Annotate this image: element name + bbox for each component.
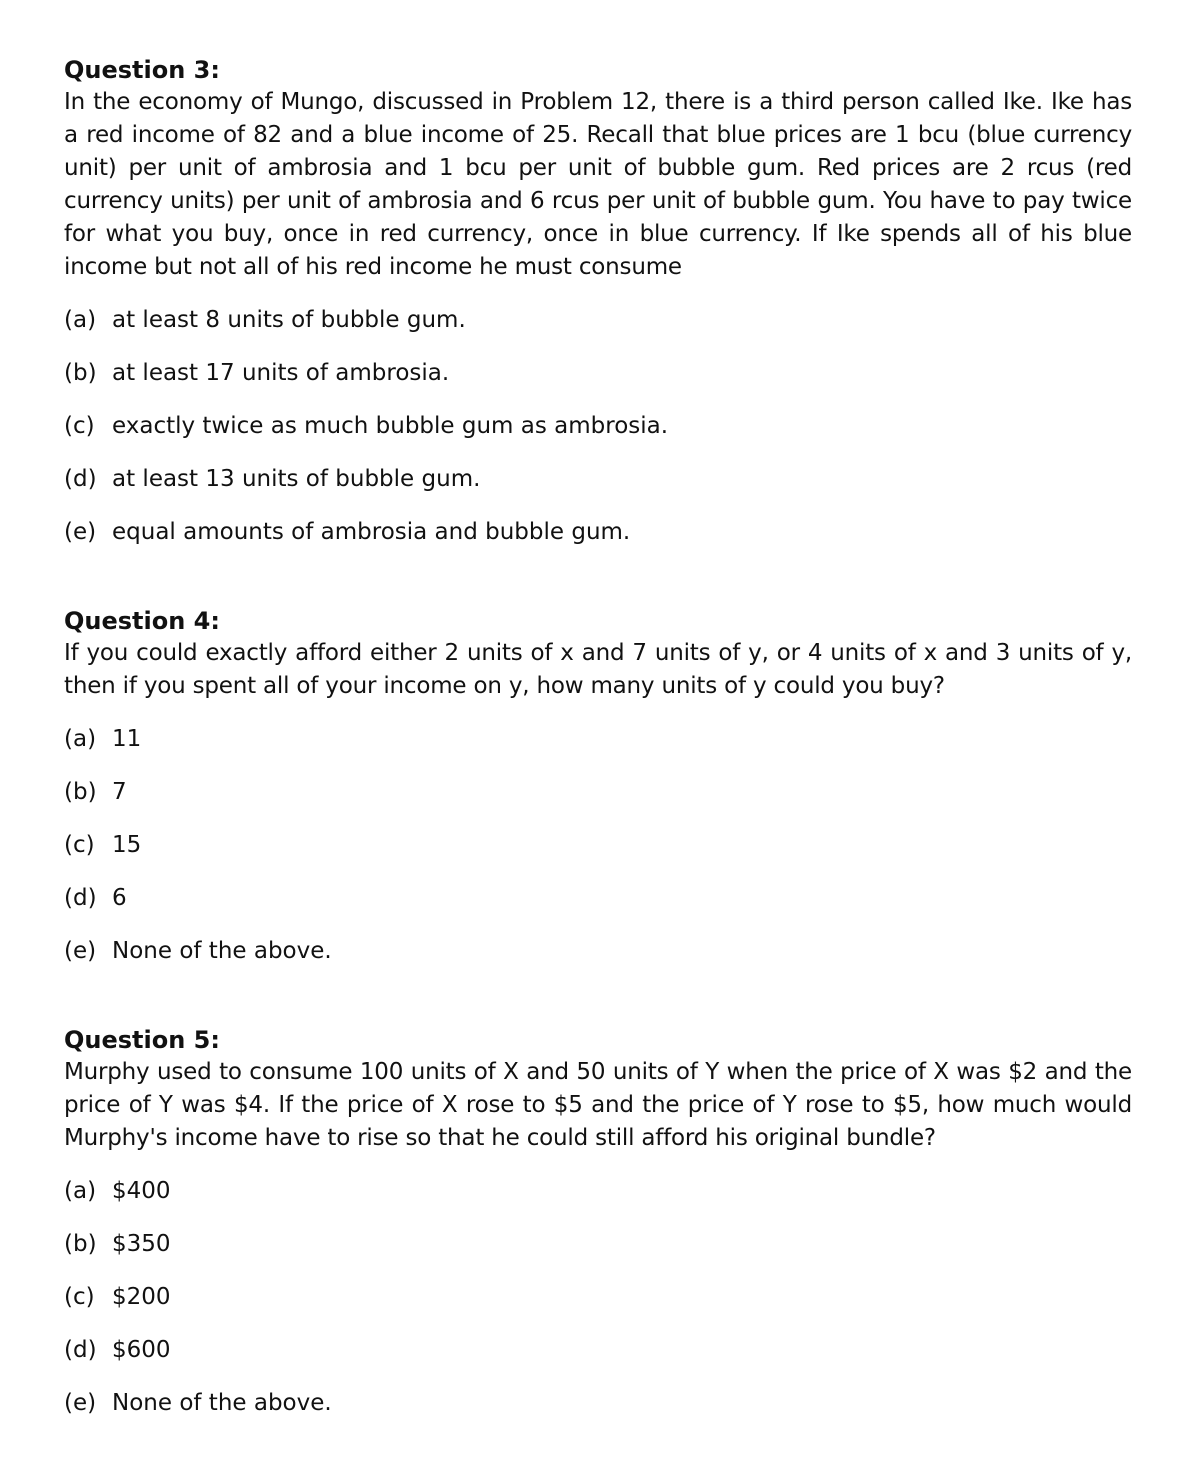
- option-letter: (e): [64, 519, 97, 545]
- answer-option-b: [64, 357, 1132, 390]
- option-text: 11: [112, 726, 142, 752]
- answer-options: [64, 304, 1132, 549]
- option-text: $400: [112, 1178, 171, 1204]
- option-letter: (b): [64, 1231, 97, 1257]
- option-letter: (d): [64, 1337, 97, 1363]
- question-title: Question 4:: [64, 607, 220, 635]
- question-5: [64, 1024, 1132, 1420]
- question-title: Question 3:: [64, 56, 220, 84]
- option-text: None of the above.: [112, 938, 332, 964]
- option-text: $600: [112, 1337, 171, 1363]
- answer-options: [64, 723, 1132, 968]
- option-text: None of the above.: [112, 1390, 332, 1416]
- question-text: Murphy used to consume 100 units of X and 50 units of Y when the price of X was $2 and the price of Y was $4. If the price of X rose to $5 and the price of Y rose to $5, how much would Murphy's income have to rise so that he could still afford his original bundle?: [64, 1059, 1132, 1151]
- option-letter: (a): [64, 307, 97, 333]
- answer-option-a: [64, 1175, 1132, 1208]
- answer-option-d: [64, 882, 1132, 915]
- question-3: [64, 54, 1132, 549]
- answer-option-a: [64, 723, 1132, 756]
- option-letter: (c): [64, 413, 95, 439]
- option-letter: (d): [64, 466, 97, 492]
- question-title: Question 5:: [64, 1026, 220, 1054]
- answer-option-e: [64, 516, 1132, 549]
- question-text: If you could exactly afford either 2 units of x and 7 units of y, or 4 units of x and 3 units of y, then if you spent all of your income on y, how many units of y could you buy?: [64, 640, 1132, 699]
- option-letter: (b): [64, 779, 97, 805]
- answer-option-e: [64, 935, 1132, 968]
- answer-options: [64, 1175, 1132, 1420]
- answer-option-d: [64, 463, 1132, 496]
- question-4: [64, 605, 1132, 968]
- answer-option-c: [64, 1281, 1132, 1314]
- option-text: $200: [112, 1284, 171, 1310]
- option-letter: (d): [64, 885, 97, 911]
- option-letter: (c): [64, 1284, 95, 1310]
- question-text: In the economy of Mungo, discussed in Problem 12, there is a third person called Ike. Ike has a red income of 82 and a blue income of 25. Recall that blue prices are 1 bcu (blue currency unit) per unit of ambrosia and 1 bcu per unit of bubble gum. Red prices are 2 rcus (red currency units) per unit of ambrosia and 6 rcus per unit of bubble gum. You have to pay twice for what you buy, once in red currency, once in blue currency. If Ike spends all of his blue income but not all of his red income he must consume: [64, 89, 1132, 280]
- option-letter: (a): [64, 726, 97, 752]
- answer-option-d: [64, 1334, 1132, 1367]
- answer-option-b: [64, 1228, 1132, 1261]
- option-letter: (a): [64, 1178, 97, 1204]
- option-text: equal amounts of ambrosia and bubble gum.: [112, 519, 631, 545]
- answer-option-c: [64, 829, 1132, 862]
- option-letter: (c): [64, 832, 95, 858]
- option-letter: (b): [64, 360, 97, 386]
- option-text: 15: [112, 832, 142, 858]
- option-text: at least 13 units of bubble gum.: [112, 466, 481, 492]
- answer-option-a: [64, 304, 1132, 337]
- option-text: at least 17 units of ambrosia.: [112, 360, 450, 386]
- answer-option-b: [64, 776, 1132, 809]
- option-letter: (e): [64, 1390, 97, 1416]
- answer-option-c: [64, 410, 1132, 443]
- option-text: at least 8 units of bubble gum.: [112, 307, 466, 333]
- option-text: $350: [112, 1231, 171, 1257]
- answer-option-e: [64, 1387, 1132, 1420]
- option-letter: (e): [64, 938, 97, 964]
- option-text: 6: [112, 885, 127, 911]
- option-text: 7: [112, 779, 127, 805]
- option-text: exactly twice as much bubble gum as ambrosia.: [112, 413, 669, 439]
